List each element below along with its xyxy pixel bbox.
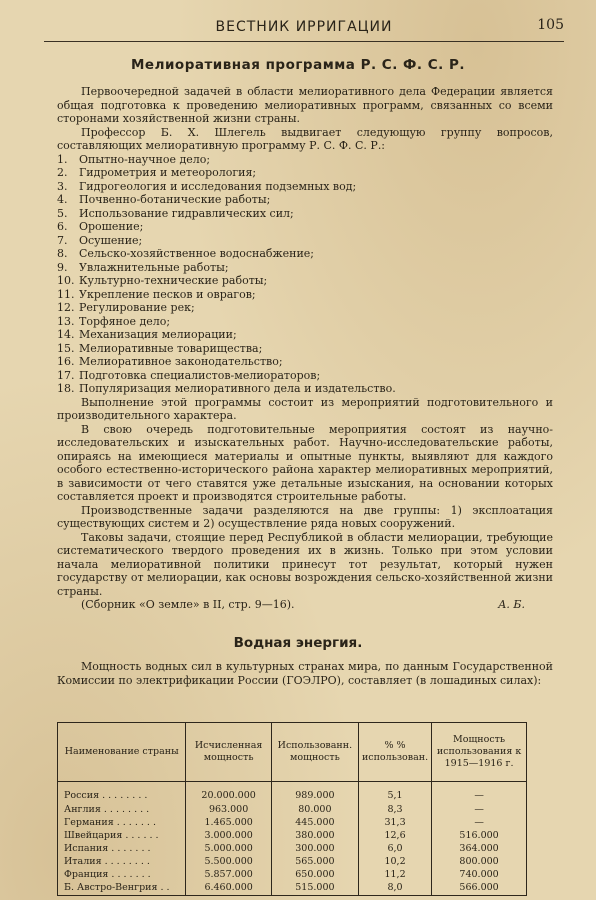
item-text: Опытно-научное дело; bbox=[79, 152, 211, 166]
program-list bbox=[57, 153, 553, 396]
program-list-item bbox=[57, 288, 553, 302]
table-cell-calc: 1.465.000 bbox=[186, 817, 271, 830]
paragraph: Мощность водных сил в культурных странах мира, по данным Государственной Комиссии по электрификации России (ГОЭЛРО), составляет (в лошадиных силах): bbox=[57, 660, 553, 687]
program-list-item bbox=[57, 382, 553, 396]
running-header bbox=[44, 19, 564, 42]
table-cell-country: Россия . . . . . . . . bbox=[58, 782, 186, 805]
table-cell-calc: 5.000.000 bbox=[186, 843, 271, 856]
program-list-item bbox=[57, 207, 553, 221]
col-header-use-1915: Мощность использования к 1915—1916 г. bbox=[432, 723, 526, 782]
table-cell-pct: 10,2 bbox=[358, 856, 431, 869]
item-text: Популяризация мелиоративного дела и издательство. bbox=[79, 382, 396, 395]
program-list-item bbox=[57, 369, 553, 383]
col-header-calculated: Исчисленная мощность bbox=[186, 723, 271, 782]
program-list-item bbox=[57, 342, 553, 356]
table-row bbox=[58, 869, 526, 882]
table-cell-use1915: — bbox=[474, 804, 484, 816]
table-cell-pct: 8,0 bbox=[358, 882, 431, 895]
table-cell-country: Швейцария . . . . . . bbox=[58, 830, 186, 843]
table-cell-pct: 12,6 bbox=[358, 830, 431, 843]
item-number: 9. bbox=[57, 260, 68, 274]
item-number: 16. bbox=[57, 355, 75, 368]
table-cell-calc: 20.000.000 bbox=[186, 782, 271, 805]
table-cell-country: Германия . . . . . . . bbox=[58, 817, 186, 830]
table-cell-use1915: — bbox=[474, 817, 484, 828]
table-cell-country: Испания . . . . . . . bbox=[58, 843, 186, 856]
melioration-article bbox=[57, 85, 553, 612]
item-text: Орошение; bbox=[79, 220, 144, 233]
item-number: 13. bbox=[57, 314, 75, 328]
table-cell-calc: 5.857.000 bbox=[186, 869, 271, 882]
item-text: Гидрогеология и исследования подземных вод; bbox=[79, 179, 357, 193]
item-text: Механизация мелиорации; bbox=[79, 328, 237, 341]
program-list-item bbox=[57, 166, 553, 180]
table-cell-pct: 6,0 bbox=[358, 843, 431, 856]
paragraph: В свою очередь подготовительные мероприятия состоят из научно-исследовательских и изыскательных работ. Научно-исследовательские работы, опираясь на имеющиеся материалы и опытные пункты, выявляют для каждого особого естественно-исторического района характер мелиоративных мероприятий, в зависимости от чего ставятся уже детальные изыскания, на основании которых составляется проект и производятся строительные работы. bbox=[57, 422, 553, 503]
table-body bbox=[58, 782, 526, 896]
paragraph: Таковы задачи, стоящие перед Республикой в области мелиорации, требующие систематического твердого проведения их в жизнь. Только при этом условии начала мелиоративной политики принесут тот результат, который нужен государству от мелиорации, как основы возрождения сельско-хозяйственной жизни страны. bbox=[57, 530, 553, 598]
table-cell-pct: 8,3 bbox=[358, 804, 431, 817]
item-number: 6. bbox=[57, 220, 68, 233]
item-number: 17. bbox=[57, 368, 75, 382]
journal-title: ВЕСТНИК ИРРИГАЦИИ bbox=[215, 19, 393, 35]
item-text: Мелиоративные товарищества; bbox=[79, 341, 263, 355]
item-number: 18. bbox=[57, 382, 75, 395]
item-number: 14. bbox=[57, 328, 75, 341]
table-row bbox=[58, 817, 526, 830]
section-title-water-energy: Водная энергия. bbox=[233, 635, 363, 651]
table-cell-used: 445.000 bbox=[271, 817, 358, 830]
item-text: Гидрометрия и метеорология; bbox=[79, 166, 257, 179]
table-cell-use1915: 516.000 bbox=[459, 829, 499, 841]
table-header-row bbox=[58, 723, 526, 782]
item-text: Увлажнительные работы; bbox=[79, 260, 229, 274]
program-list-item bbox=[57, 180, 553, 194]
program-list-item bbox=[57, 355, 553, 369]
program-list-item bbox=[57, 315, 553, 329]
table-cell-use1915: 800.000 bbox=[459, 855, 499, 867]
table-cell-pct: 5,1 bbox=[358, 782, 431, 805]
paragraph: Выполнение этой программы состоит из мероприятий подготовительного и производительного характера. bbox=[57, 395, 553, 422]
item-text: Почвенно-ботанические работы; bbox=[79, 193, 271, 206]
section-title-melioration: Мелиоративная программа Р. С. Ф. С. Р. bbox=[130, 57, 466, 73]
item-text: Культурно-технические работы; bbox=[79, 274, 268, 287]
table-cell-calc: 963.000 bbox=[186, 804, 271, 817]
item-number: 10. bbox=[57, 274, 75, 287]
paragraph: Первоочередной задачей в области мелиоративного дела Федерации является общая подготовка к проведению мелиоративных программ, связанных со всеми сторонами хозяйственной жизни страны. bbox=[57, 85, 553, 125]
item-number: 1. bbox=[57, 152, 68, 166]
water-power-table bbox=[57, 722, 527, 896]
program-list-item bbox=[57, 193, 553, 207]
table-cell-country: Англия . . . . . . . . bbox=[58, 804, 186, 817]
source-citation: (Сборник «О земле» в II, стр. 9—16). bbox=[81, 598, 295, 611]
table-cell-used: 650.000 bbox=[271, 869, 358, 882]
author-signature: А. Б. bbox=[498, 598, 525, 611]
program-list-item bbox=[57, 247, 553, 261]
table-cell-used: 300.000 bbox=[271, 843, 358, 856]
paragraph: Профессор Б. Х. Шлегель выдвигает следующую группу вопросов, составляющих мелиоративную программу Р. С. Ф. С. Р.: bbox=[57, 125, 553, 152]
paragraph: Производственные задачи разделяются на две группы: 1) эксплоатация существующих систем и 2) осуществление ряда новых сооружений. bbox=[57, 503, 553, 530]
table-row bbox=[58, 782, 526, 805]
item-text: Торфяное дело; bbox=[79, 314, 171, 328]
table-row bbox=[58, 856, 526, 869]
table-cell-use1915: — bbox=[474, 790, 484, 801]
water-energy-intro bbox=[57, 660, 553, 687]
table-cell-calc: 3.000.000 bbox=[186, 830, 271, 843]
table-cell-calc: 6.460.000 bbox=[186, 882, 271, 895]
item-text: Осушение; bbox=[79, 233, 143, 247]
table-cell-used: 565.000 bbox=[271, 856, 358, 869]
table-row bbox=[58, 882, 526, 895]
table-cell-calc: 5.500.000 bbox=[186, 856, 271, 869]
table-row bbox=[58, 843, 526, 856]
table-cell-used: 380.000 bbox=[271, 830, 358, 843]
item-text: Укрепление песков и оврагов; bbox=[79, 287, 256, 301]
table-cell-use1915: 364.000 bbox=[459, 842, 499, 854]
item-text: Мелиоративное законодательство; bbox=[79, 355, 283, 368]
table-cell-country: Б. Австро-Венгрия . . bbox=[58, 882, 186, 895]
col-header-country: Наименование страны bbox=[58, 723, 186, 782]
table-cell-country: Италия . . . . . . . . bbox=[58, 856, 186, 869]
program-list-item bbox=[57, 301, 553, 315]
page-number: 105 bbox=[537, 17, 564, 33]
table-cell-used: 515.000 bbox=[271, 882, 358, 895]
item-number: 3. bbox=[57, 179, 68, 193]
item-number: 8. bbox=[57, 247, 68, 260]
item-number: 15. bbox=[57, 341, 75, 355]
program-list-item bbox=[57, 234, 553, 248]
table-cell-used: 989.000 bbox=[271, 782, 358, 805]
item-number: 12. bbox=[57, 301, 75, 314]
table-cell-use1915: 566.000 bbox=[459, 881, 499, 893]
col-header-used: Использованн. мощность bbox=[271, 723, 358, 782]
program-list-item bbox=[57, 328, 553, 342]
item-number: 2. bbox=[57, 166, 68, 179]
program-list-item bbox=[57, 261, 553, 275]
table-cell-country: Франция . . . . . . . bbox=[58, 869, 186, 882]
col-header-percent: % % использован. bbox=[358, 723, 431, 782]
program-list-item bbox=[57, 220, 553, 234]
item-number: 11. bbox=[57, 287, 75, 301]
item-number: 7. bbox=[57, 233, 68, 247]
table-cell-pct: 31,3 bbox=[358, 817, 431, 830]
item-text: Подготовка специалистов-мелиораторов; bbox=[79, 368, 321, 382]
program-list-item bbox=[57, 274, 553, 288]
table-cell-used: 80.000 bbox=[271, 804, 358, 817]
table-cell-use1915: 740.000 bbox=[459, 868, 499, 880]
program-list-item bbox=[57, 153, 553, 167]
table-cell-pct: 11,2 bbox=[358, 869, 431, 882]
item-text: Сельско-хозяйственное водоснабжение; bbox=[79, 247, 315, 260]
item-number: 4. bbox=[57, 193, 68, 206]
source-line bbox=[57, 598, 553, 612]
table-row bbox=[58, 804, 526, 817]
table-row bbox=[58, 830, 526, 843]
item-text: Регулирование рек; bbox=[79, 301, 195, 314]
item-text: Использование гидравлических сил; bbox=[79, 206, 294, 220]
item-number: 5. bbox=[57, 206, 68, 220]
